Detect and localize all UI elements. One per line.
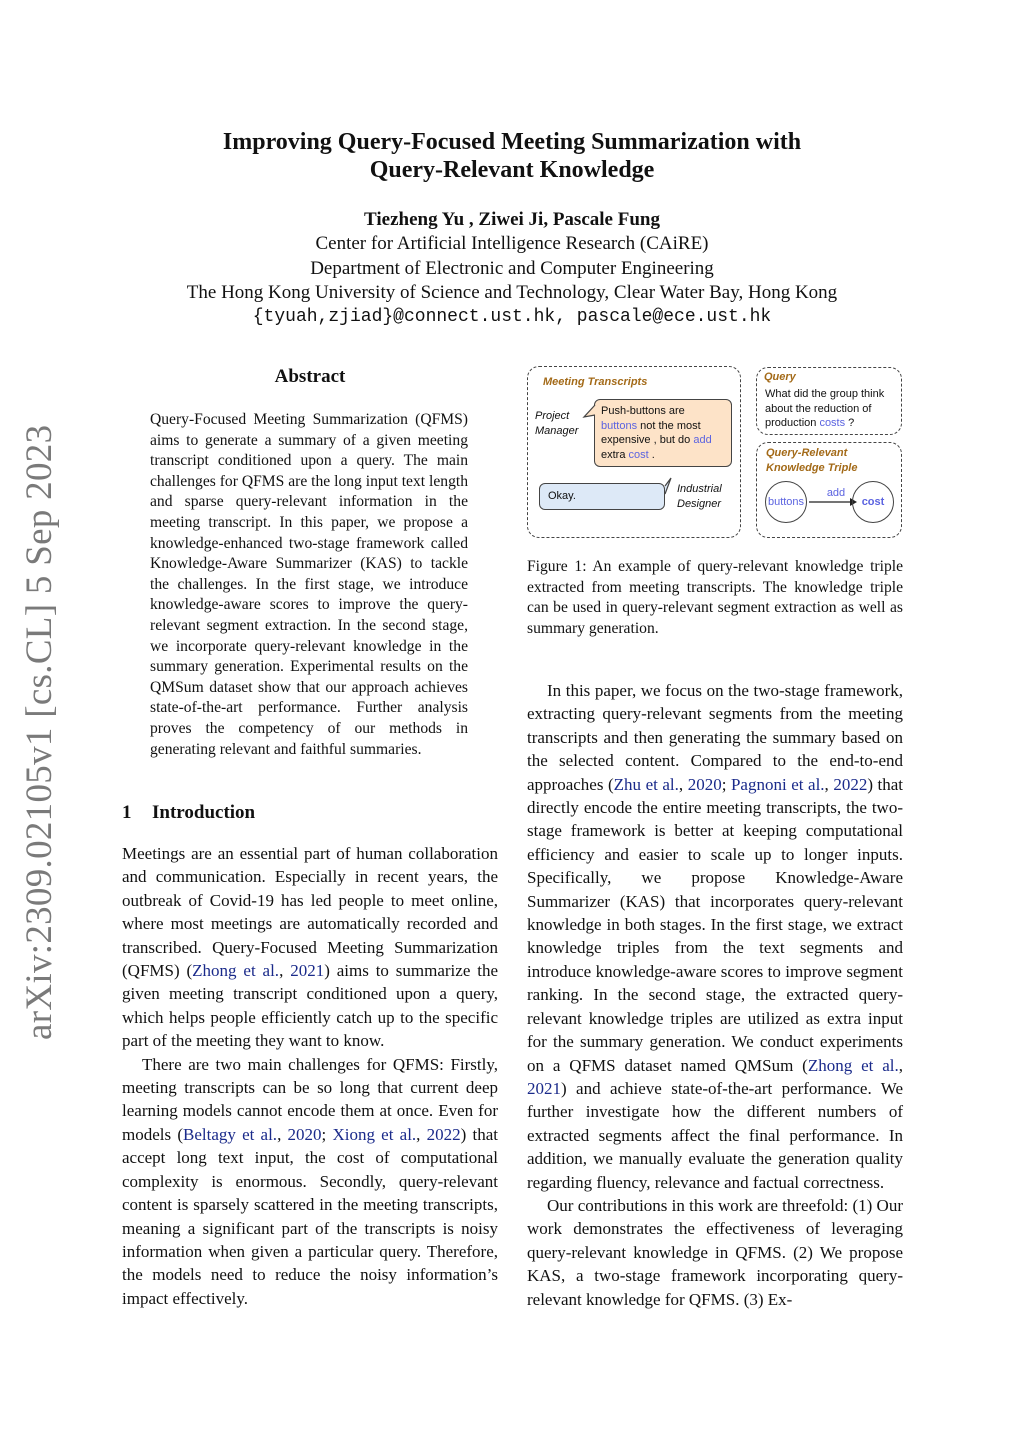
bubble-tail-right-icon (657, 476, 677, 500)
right-column (527, 679, 903, 1311)
citation-link[interactable]: 2021 (290, 961, 325, 981)
highlight-buttons: buttons (601, 419, 638, 432)
speaker-project-manager: Project Manager (535, 410, 579, 437)
abstract-heading: Abstract (274, 366, 346, 387)
title-line-1: Improving Query-Focused Meeting Summarization with (222, 129, 802, 155)
triple-edge-label: add (826, 487, 846, 499)
transcripts-label: Meeting Transcripts (543, 376, 648, 388)
speaker-industrial-designer: Industrial Designer (677, 483, 722, 510)
bubble-tail-left-icon (581, 399, 601, 429)
section-heading-introduction (122, 802, 255, 824)
intro-paragraph-4: Our contributions in this work are threefold: (1) Our work demonstrates the effectiveness of leveraging query-relevant knowledge in QFMS. (2) We propose KAS, a two-stage framework incorporating query-relevant knowledge for QFMS. (3) Ex- (527, 1195, 903, 1309)
query-label: Query (764, 371, 796, 383)
citation-link[interactable]: 2021 (527, 1078, 561, 1098)
section-number: 1 (122, 802, 132, 823)
speech-bubble-project-manager: Push-buttons are buttons not the most expensive , but do add extra cost . (594, 399, 732, 467)
highlight-costs: costs (819, 417, 846, 429)
arxiv-stamp: arXiv:2309.02105v1 [cs.CL] 5 Sep 2023 (19, 424, 60, 1040)
affiliation-1: Center for Artificial Intelligence Research (CAiRE) (315, 233, 709, 255)
speech-bubble-industrial-designer: Okay. (539, 483, 665, 510)
triple-label: Query-Relevant Knowledge Triple (766, 447, 858, 474)
citation-link[interactable]: Xiong et al. (332, 1124, 417, 1144)
title-line-2: Query-Relevant Knowledge (369, 157, 655, 183)
intro-paragraph-1: Meetings are an essential part of human collaboration and communication. Especially in recent years, the outbreak of Covid-19 has led people to meet online, where most meetings are automatically recorded and transcribed. Query-Focused Meeting Summarization (QFMS) (Zhong et al., 2021) aims to summarize the given meeting transcript conditioned upon a query, which helps people efficiently catch up to the specific part of the meeting they want to know. (122, 844, 498, 1051)
citation-link[interactable]: 2022 (833, 774, 868, 794)
abstract-text: Query-Focused Meeting Summarization (QFMS) aims to generate a summary of a given meeting transcript conditioned upon a query. The main challenges for QFMS are the long input text length and sparse query-relevant information in the meeting transcript. In this paper, we propose a knowledge-enhanced two-stage framework called Knowledge-Aware Summarizer (KAS) to tackle the challenges. In the first stage, we introduce knowledge-aware scores to improve the query-relevant segment extraction. In the second stage, we incorporate query-relevant knowledge in the summary generation. Experimental results on the QMSum dataset show that our approach achieves state-of-the-art performance. Further analysis proves the competency of our methods in generating relevant and faithful summaries. (150, 411, 468, 758)
affiliation-3: The Hong Kong University of Science and Technology, Clear Water Bay, Hong Kong (186, 281, 838, 303)
citation-link[interactable]: Zhu et al. (613, 774, 679, 794)
citation-link[interactable]: Pagnoni et al. (730, 774, 825, 794)
paper-title (0, 128, 1024, 184)
affiliation-2: Department of Electronic and Computer Engineering (310, 257, 714, 279)
intro-paragraph-3: In this paper, we focus on the two-stage framework, extracting query-relevant segments from the meeting transcripts and then generating the summary based on the selected content. Compared to the end-to-end approaches (Zhu et al., 2020; Pagnoni et al., 2022) that directly encode the entire meeting transcripts, the two-stage framework is better at keeping computational efficiency and easier to scale up to longer inputs. Specifically, we propose Knowledge-Aware Summarizer (KAS) that incorporates query-relevant knowledge in both stages. In the first stage, we extract knowledge triples from the text segments and introduce knowledge-aware scores to improve segment ranking. In the second stage, the extracted query-relevant knowledge triples are utilized as extra input for the summary generation. We conduct experiments on a QFMS dataset named QMSum (Zhong et al., 2021) and achieve state-of-the-art performance. We further investigate how the different numbers of extracted segments affect the final performance. In addition, we manually evaluate the generation quality regarding fluency, relevance and factual correctness. (527, 681, 904, 1192)
author-block (0, 208, 1024, 329)
figure-1 (527, 366, 905, 538)
author-emails: {tyuah,zjiad}@connect.ust.hk, pascale@ece.ust.hk (252, 307, 772, 328)
citation-link[interactable]: Beltagy et al. (182, 1124, 278, 1144)
query-text: What did the group think about the reduction of production costs ? (765, 388, 885, 429)
intro-paragraph-2: There are two main challenges for QFMS: Firstly, meeting transcripts can be so long that current deep learning models cannot encode them at once. Even for models (Beltagy et al., 2020; Xiong et al., 2022) that accept long text input, the cost of computational complexity is enormous. Secondly, query-relevant content is sparsely scattered in the meeting transcripts, meaning a significant part of the transcripts is noisy information when given a particular query. Therefore, the models need to reduce the noisy information’s impact effectively. (122, 1054, 499, 1308)
figure-caption: Figure 1: An example of query-relevant knowledge triple extracted from meeting transcripts. The knowledge triple can be used in query-relevant segment extraction as well as summary generation. (527, 558, 903, 637)
author-names: Tiezheng Yu , Ziwei Ji, Pascale Fung (364, 209, 660, 230)
triple-node-cost: cost (852, 481, 894, 523)
citation-link[interactable]: 2022 (426, 1124, 461, 1144)
section-title: Introduction (152, 802, 256, 823)
left-column (122, 842, 498, 1310)
citation-link[interactable]: Zhong et al. (192, 961, 280, 981)
citation-link[interactable]: 2020 (287, 1124, 322, 1144)
highlight-add: add (693, 434, 712, 446)
citation-link[interactable]: 2020 (687, 774, 722, 794)
triple-node-buttons: buttons (765, 481, 807, 523)
citation-link[interactable]: Zhong et al. (807, 1055, 899, 1075)
triple-arrow-icon (808, 496, 858, 508)
highlight-cost: cost (628, 448, 649, 461)
